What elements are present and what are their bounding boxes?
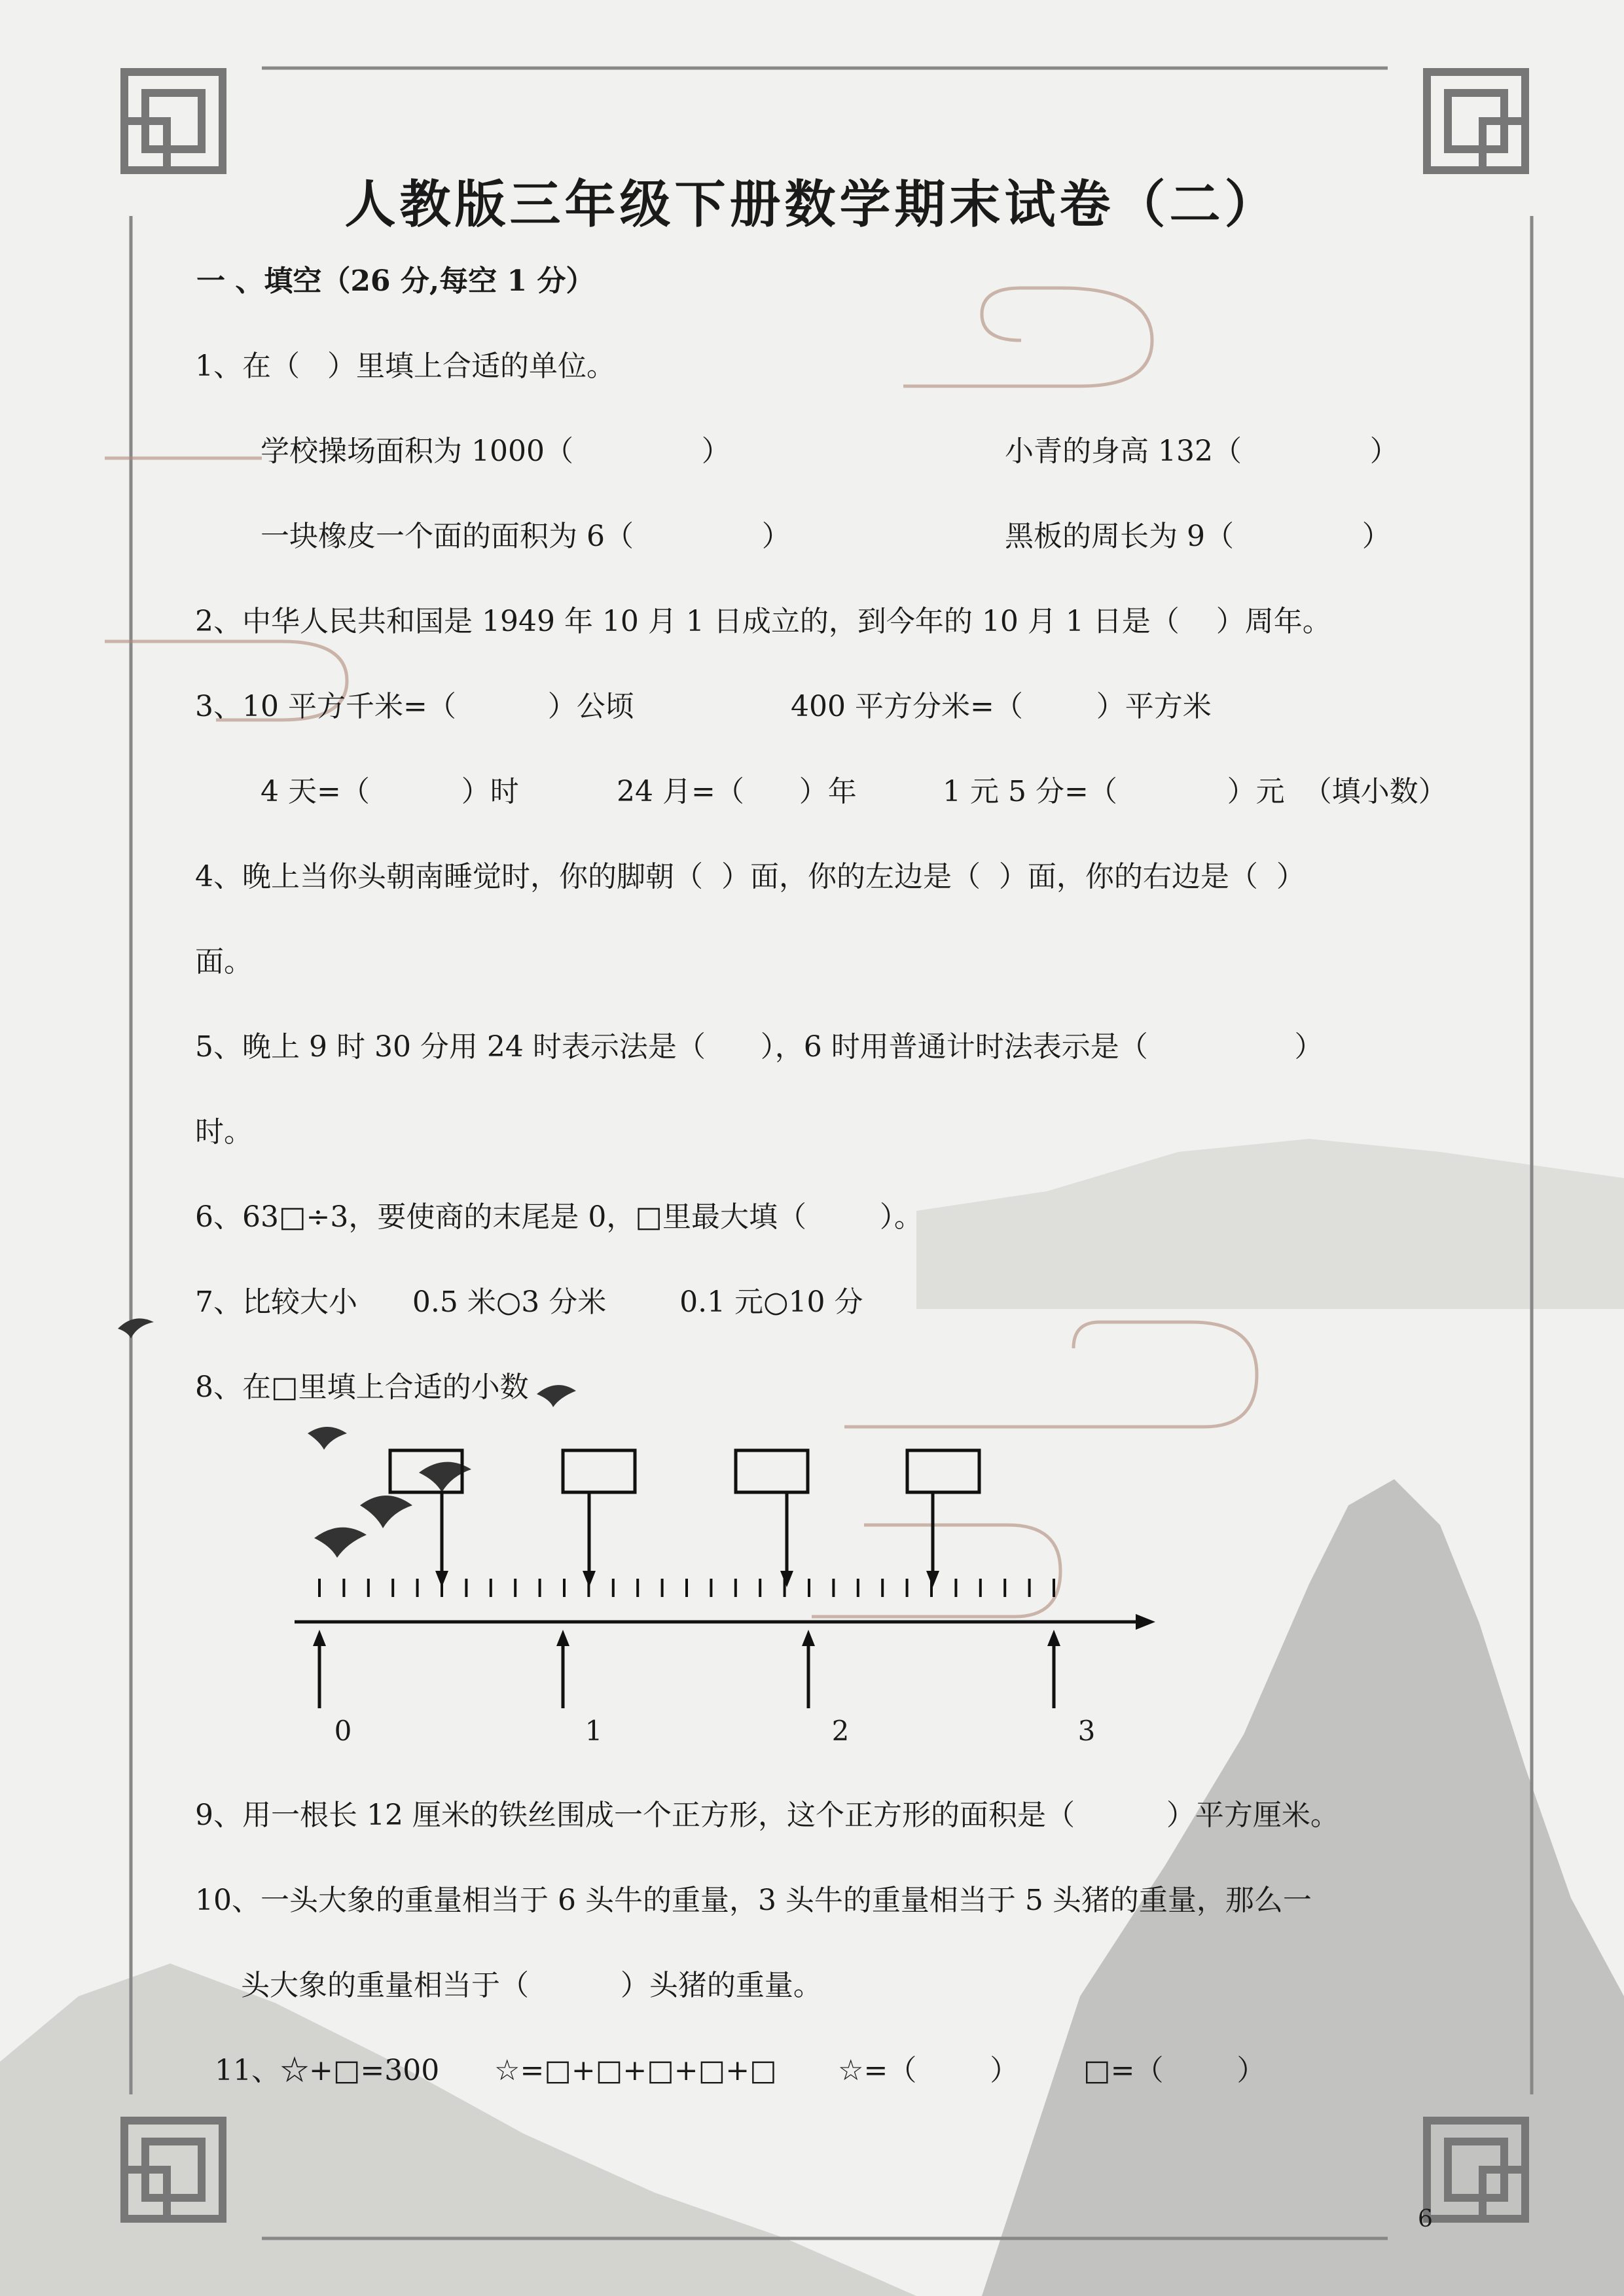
- question-5-line-1: 5、晚上 9 时 30 分用 24 时表示法是（ ），6 时用普通计时法表示是（ ）: [195, 1030, 1324, 1064]
- question-9: 9、用一根长 12 厘米的铁丝围成一个正方形，这个正方形的面积是（ ）平方厘米。: [195, 1799, 1339, 1832]
- question-6: 6、63□÷3，要使商的末尾是 0，□里最大填（ ）。: [195, 1200, 923, 1234]
- number-line-tick-marks: [319, 1579, 1054, 1597]
- answer-box-1: [390, 1450, 462, 1492]
- page-number: 6: [1418, 2206, 1433, 2233]
- question-11-part-b: ☆=□+□+□+□+□: [494, 2054, 777, 2087]
- question-3-item-c: 4 天=（ ）时: [261, 775, 519, 808]
- answer-box-2: [563, 1450, 635, 1492]
- question-1-item-d: 黑板的周长为 9（ ）: [1005, 520, 1391, 553]
- question-8-stem: 8、在□里填上合适的小数: [195, 1371, 529, 1404]
- question-3-item-a: 3、10 平方千米=（ ）公顷: [195, 690, 634, 723]
- number-line-label-0: 0: [334, 1715, 352, 1747]
- question-2: 2、中华人民共和国是 1949 年 10 月 1 日成立的，到今年的 10 月 1 日是（ ）周年。: [195, 605, 1331, 638]
- question-3-item-b: 400 平方分米=（ ）平方米: [791, 690, 1212, 723]
- question-11-part-c: ☆=（ ）: [838, 2054, 1019, 2087]
- number-line-label-3: 3: [1077, 1715, 1096, 1747]
- page-title: 人教版三年级下册数学期末试卷（二）: [344, 175, 1280, 234]
- answer-box-3: [736, 1450, 808, 1492]
- question-4-line-2: 面。: [195, 945, 253, 978]
- number-line-label-1: 1: [585, 1715, 603, 1747]
- question-1-item-b: 小青的身高 132（ ）: [1005, 435, 1399, 468]
- question-1-stem: 1、在（ ）里填上合适的单位。: [195, 350, 615, 383]
- question-3-item-d: 24 月=（ ）年: [617, 775, 857, 808]
- question-10-line-2: 头大象的重量相当于（ ）头猪的重量。: [241, 1969, 822, 2002]
- answer-box-4: [907, 1450, 979, 1492]
- question-5-line-2: 时。: [195, 1115, 253, 1149]
- question-7: 7、比较大小 0.5 米○3 分米 0.1 元○10 分: [195, 1285, 863, 1319]
- section-heading-fill-in: 一 、填空（26 分,每空 1 分）: [196, 264, 595, 298]
- question-10-line-1: 10、一头大象的重量相当于 6 头牛的重量，3 头牛的重量相当于 5 头猪的重量，那么一: [195, 1884, 1312, 1917]
- number-line-label-2: 2: [831, 1715, 850, 1747]
- question-1-item-c: 一块橡皮一个面的面积为 6（ ）: [261, 520, 791, 553]
- question-1-item-a: 学校操场面积为 1000（ ）: [261, 435, 731, 468]
- question-4-line-1: 4、晚上当你头朝南睡觉时，你的脚朝（ ）面，你的左边是（ ）面，你的右边是（ ）: [195, 860, 1305, 893]
- question-3-item-e: 1 元 5 分=（ ）元 （填小数）: [943, 775, 1447, 808]
- question-11-part-d: □=（ ）: [1083, 2054, 1266, 2087]
- question-11-part-a: 11、☆+□=300: [215, 2054, 440, 2087]
